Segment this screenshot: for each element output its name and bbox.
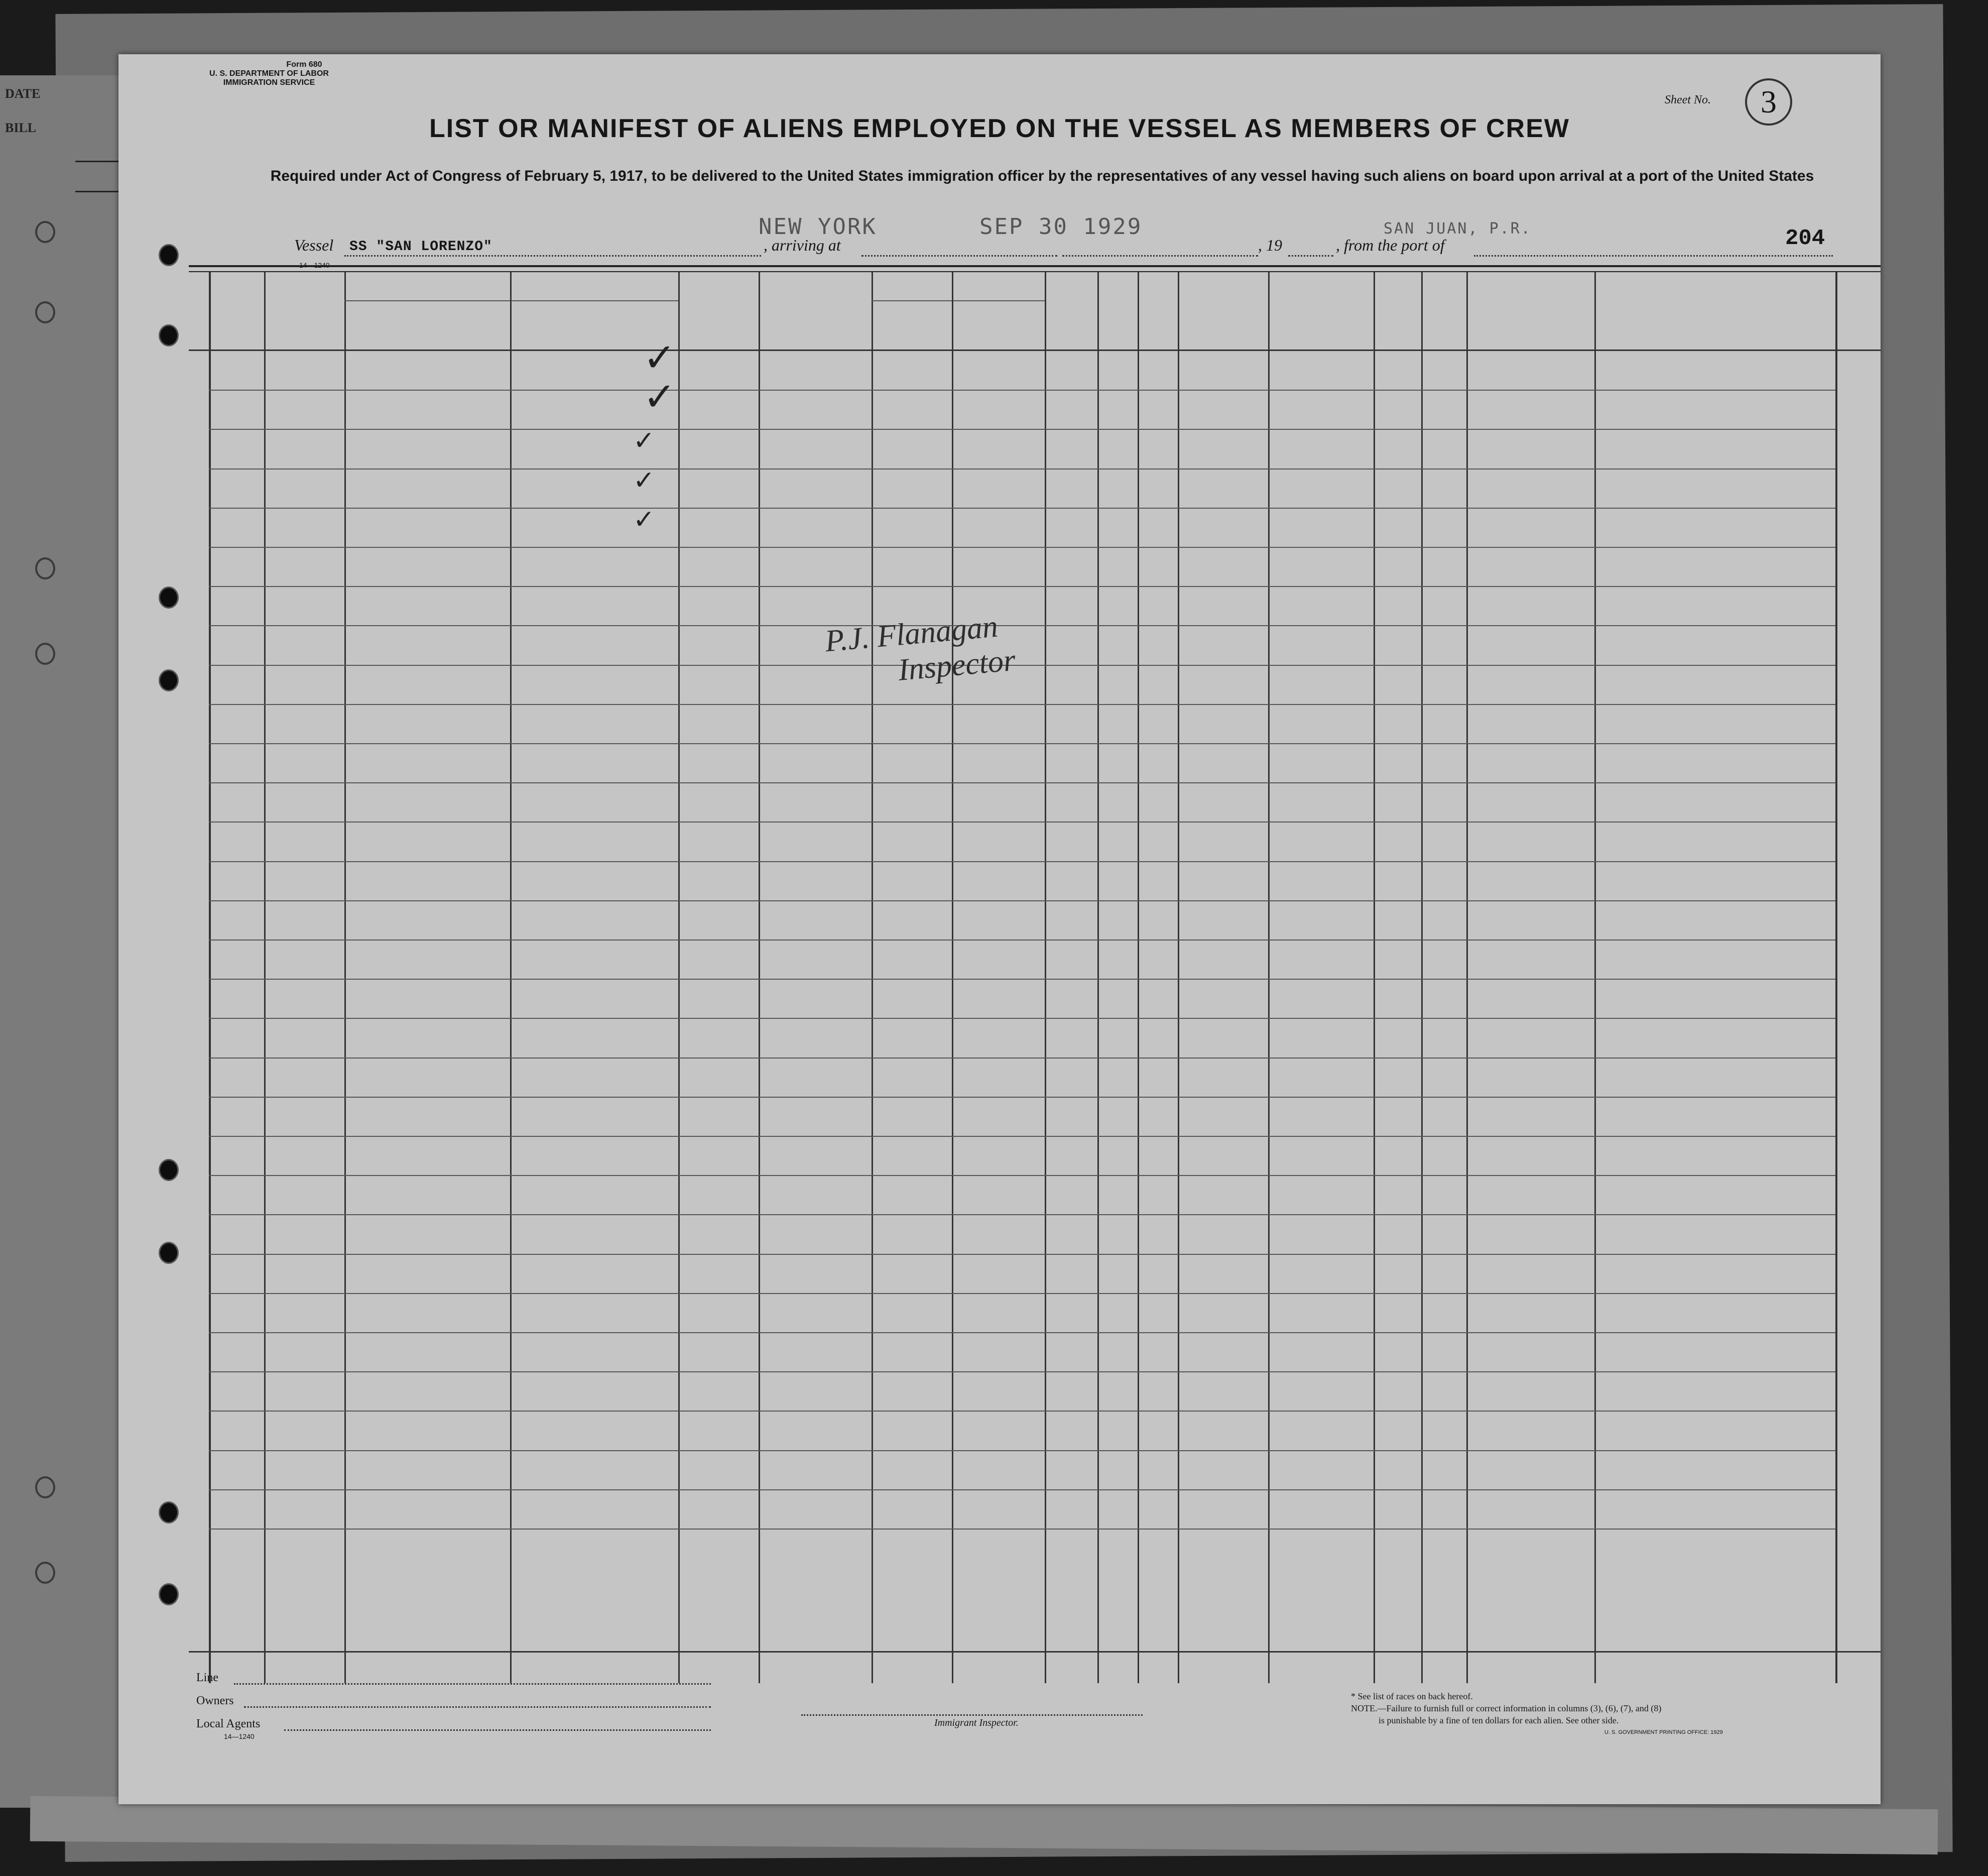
check-mark: ✓ (633, 426, 655, 456)
serial-number: 204 (1785, 226, 1825, 251)
cell-marks (1595, 436, 1835, 452)
vessel-underline (344, 255, 761, 257)
row-rule (209, 1293, 1835, 1294)
vessel-label: Vessel (294, 236, 334, 254)
signature-title: Inspector (897, 643, 1017, 687)
bill-stub: BILL (5, 121, 37, 135)
column-divider (1097, 272, 1099, 1683)
row-rule (209, 1175, 1835, 1176)
form-code: 14—1240 (299, 261, 330, 269)
crew-table (118, 261, 1881, 1636)
punch-hole (35, 301, 55, 323)
column-divider (1268, 272, 1270, 1683)
row-rule (209, 979, 1835, 980)
row-rule (209, 586, 1835, 587)
row-rule (209, 822, 1835, 823)
punch-hole (159, 244, 179, 266)
stub-line (75, 161, 126, 162)
arriving-label: , arriving at (764, 236, 841, 254)
row-rule (209, 1529, 1835, 1530)
row-rule (209, 1411, 1835, 1412)
table-top-rule (189, 265, 1881, 267)
punch-hole (35, 221, 55, 243)
stub-line (75, 191, 126, 192)
agents-form-code: 14—1240 (224, 1732, 255, 1740)
arriving-port: NEW YORK (759, 214, 877, 240)
inspector-label: Immigrant Inspector. (934, 1717, 1019, 1728)
column-divider (1045, 272, 1046, 1683)
manifest-subtitle: Required under Act of Congress of February 5, 1917, to be delivered to the United States immigration officer by the representatives of any vessel having such aliens on board upon arrival at a port of the United States (270, 168, 1814, 184)
row-rule (209, 1489, 1835, 1490)
row-rule (209, 1058, 1835, 1059)
date-underline (1062, 255, 1258, 257)
printer-imprint: U. S. GOVERNMENT PRINTING OFFICE: 1929 (1604, 1729, 1723, 1735)
column-divider (510, 272, 512, 1683)
row-rule (209, 940, 1835, 941)
column-divider (1374, 272, 1375, 1683)
from-label: , from the port of (1336, 236, 1445, 254)
department-block (186, 60, 352, 87)
year-underline (1288, 255, 1333, 257)
sheet-number: 3 (1745, 78, 1792, 126)
manifest-title: LIST OR MANIFEST OF ALIENS EMPLOYED ON THE VESSEL AS MEMBERS OF CREW (429, 114, 1570, 143)
row-rule (209, 1254, 1835, 1255)
sheet-label: Sheet No. (1665, 93, 1711, 106)
row-rule (209, 625, 1835, 626)
penalty-note-cont: is punishable by a fine of ten dollars for each alien. See other side. (1379, 1715, 1619, 1725)
punch-hole (35, 1562, 55, 1584)
row-rule (209, 1018, 1835, 1019)
check-mark: ✓ (643, 335, 676, 381)
subheader-divider (952, 300, 953, 349)
column-divider (678, 272, 680, 1683)
cell-marks (1595, 514, 1835, 531)
column-divider (759, 272, 760, 1683)
row-rule (209, 782, 1835, 783)
table-top-rule (189, 271, 1881, 272)
vessel-name: SS "SAN LORENZO" (349, 239, 492, 255)
row-rule (209, 1450, 1835, 1451)
year-prefix: , 19 (1258, 236, 1282, 254)
row-rule (209, 468, 1835, 470)
header-bottom-rule (189, 349, 1881, 351)
punch-hole (35, 557, 55, 579)
column-divider (1178, 272, 1179, 1683)
service-name: IMMIGRATION SERVICE (223, 78, 315, 87)
line-field (234, 1683, 711, 1685)
arriving-underline (861, 255, 1057, 257)
punch-hole (35, 643, 55, 665)
row-rule (209, 900, 1835, 901)
line-label: Line (196, 1671, 218, 1684)
row-rule (209, 1332, 1835, 1333)
races-note: * See list of races on back hereof. (1351, 1691, 1473, 1701)
from-port: SAN JUAN, P.R. (1384, 220, 1532, 238)
subheader-divider (872, 300, 1045, 301)
manifest-page (118, 54, 1881, 1804)
owners-label: Owners (196, 1694, 234, 1707)
row-rule (209, 508, 1835, 509)
date-stub: DATE (5, 86, 41, 101)
row-rule (209, 704, 1835, 705)
form-number: Form 680 (286, 60, 322, 69)
signature-name: P.J. Flanagan (823, 609, 1000, 659)
column-divider (209, 272, 211, 1683)
row-rule (209, 1097, 1835, 1098)
punch-hole (35, 1476, 55, 1498)
department-name: U. S. DEPARTMENT OF LABOR (209, 69, 329, 78)
footer-rule (189, 1651, 1881, 1653)
row-rule (209, 547, 1835, 548)
underlying-sheet-edge (0, 75, 131, 1808)
cell-marks (1595, 475, 1835, 492)
row-rule (209, 1371, 1835, 1372)
agents-label: Local Agents (196, 1717, 261, 1730)
row-rule (209, 665, 1835, 666)
row-rule (209, 1214, 1835, 1215)
check-mark: ✓ (633, 465, 655, 496)
subheader-divider (510, 300, 512, 349)
check-mark: ✓ (643, 375, 676, 420)
from-underline (1474, 255, 1833, 257)
inspector-field (801, 1714, 1143, 1716)
date-stamp: SEP 30 1929 (979, 214, 1143, 240)
row-rule (209, 861, 1835, 862)
column-divider (1835, 272, 1837, 1683)
row-rule (209, 429, 1835, 430)
check-mark: ✓ (633, 504, 655, 535)
row-rule (209, 743, 1835, 744)
row-rule (209, 390, 1835, 391)
column-divider (1421, 272, 1423, 1683)
column-divider (872, 272, 873, 1683)
column-divider (264, 272, 266, 1683)
owners-field (244, 1706, 711, 1708)
column-divider (1138, 272, 1139, 1683)
column-divider (1466, 272, 1468, 1683)
agents-field (284, 1729, 711, 1731)
column-divider (344, 272, 346, 1683)
column-divider (1594, 272, 1596, 1683)
penalty-note: NOTE.—Failure to furnish full or correct information in columns (3), (6), (7), and (8) (1351, 1703, 1662, 1713)
column-divider (952, 272, 953, 1683)
row-rule (209, 1136, 1835, 1137)
